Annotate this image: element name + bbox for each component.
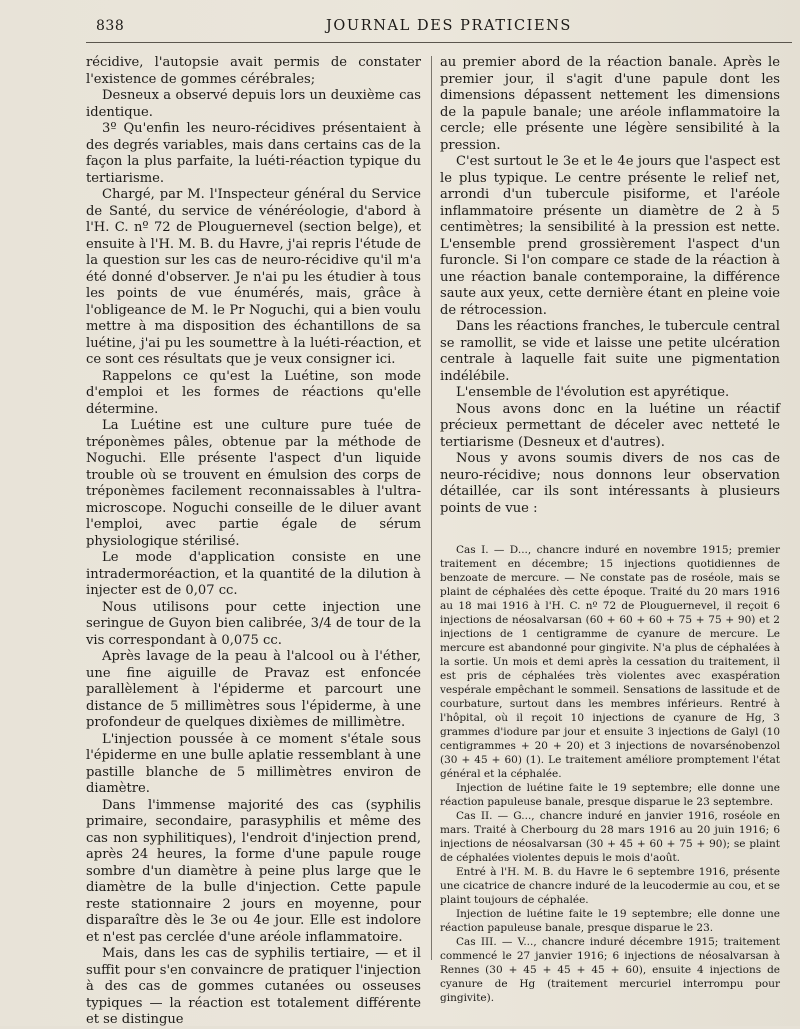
paragraph: récidive, l'autopsie avait permis de constater l'existence de gommes cérébrales;: [86, 55, 421, 87]
case-report: Cas II. — G..., chancre induré en janvier 1916, roséole en mars. Traité à Cherbourg du 28 mars 1916 au 20 juin 1916; 6 injections de néosalvarsan (30 + 45 + 60 + 75 + 90); se plaint de céphalées violentes depuis le mois d'août.: [440, 810, 780, 864]
paragraph: Desneux a observé depuis lors un deuxième cas identique.: [86, 88, 421, 120]
case-report: Cas III. — V..., chancre induré décembre 1915; traitement commencé le 27 janvier 1916; 6 injections de néosalvarsan à Rennes (30 + 45 + 45 + 45 + 60), ensuite 4 injections de cyanure de Hg (traitement mercuriel interrompu pour gingivite).: [440, 936, 780, 1004]
paragraph: au premier abord de la réaction banale. Après le premier jour, il s'agit d'une papule dont les dimensions dépassent nettement les dimensions de la papule banale; une aréole inflammatoire la cercle; elle présente une légère sensibilité à la pression.: [440, 55, 780, 153]
paragraph: Nous avons donc en la luétine un réactif précieux permettant de déceler avec netteté le tertiarisme (Desneux et d'autres).: [440, 401, 780, 450]
paragraph: L'injection poussée à ce moment s'étale sous l'épiderme en une bulle aplatie ressemblant à une pastille blanche de 5 millimètres environ de diamètre.: [86, 731, 421, 796]
page-header: [86, 18, 786, 40]
journal-title: JOURNAL DES PRATICIENS: [326, 18, 572, 34]
paragraph: 3º Qu'enfin les neuro-récidives présentaient à des degrés variables, mais dans certains cas de la façon la plus parfaite, la luéti-réaction typique du tertiarisme.: [86, 121, 421, 186]
paragraph: Après lavage de la peau à l'alcool ou à l'éther, une fine aiguille de Pravaz est enfoncée parallèlement à l'épiderme et parcourt une distance de 5 millimètres sous l'épiderme, à une profondeur de quelques dixièmes de millimètre.: [86, 649, 421, 730]
paragraph: Mais, dans les cas de syphilis tertiaire, — et il suffit pour s'en convaincre de pratiquer l'injection à des cas de gommes cutanées ou osseuses typiques — la réaction est totalement différente et se distingue: [86, 946, 421, 1027]
paragraph: Dans l'immense majorité des cas (syphilis primaire, secondaire, parasyphilis et même des cas non syphilitiques), l'endroit d'injection prend, après 24 heures, la forme d'une papule rouge sombre d'un diamètre à peine plus large que le diamètre de la bulle d'injection. Cette papule reste stationnaire 2 jours en moyenne, pour disparaître dès le 3e ou 4e jour. Elle est indolore et n'est pas cerclée d'une aréole inflammatoire.: [86, 797, 421, 945]
paragraph: La Luétine est une culture pure tuée de tréponèmes pâles, obtenue par la méthode de Noguchi. Elle présente l'aspect d'un liquide trouble où se trouvent en émulsion des corps de tréponèmes facilement reconnaissables à l'ultra-microscope. Noguchi conseille de le diluer avant l'emploi, avec partie égale de sérum physiologique stérilisé.: [86, 418, 421, 549]
right-column: [440, 55, 780, 1004]
case-report: Entré à l'H. M. B. du Havre le 6 septembre 1916, présente une cicatrice de chancre induré de la leucodermie au cou, et se plaint toujours de céphalée.: [440, 866, 780, 906]
case-report: Injection de luétine faite le 19 septembre; elle donne une réaction papuleuse banale, presque disparue le 23 septembre.: [440, 782, 780, 808]
paragraph: L'ensemble de l'évolution est apyrétique.: [456, 385, 730, 400]
case-report: Cas I. — D..., chancre induré en novembre 1915; premier traitement en décembre; 15 injections quotidiennes de benzoate de mercure. — Ne constate pas de roséole, mais se plaint de céphalées dès cette époque. Traité du 20 mars 1916 au 18 mai 1916 à l'H. C. nº 72 de Plouguernevel, il reçoit 6 injections de néosalvarsan (60 + 60 + 60 + 75 + 75 + 90) et 2 injections de 1 centigramme de cyanure de mercure. Le mercure est abandonné pour gingivite. N'a plus de céphalées à la sortie. Un mois et demi après la cessation du traitement, il est pris de céphalées très violentes avec exaspération vespérale empêchant le sommeil. Sensations de lassitude et de courbature, surtout dans les membres inférieurs. Rentré à l'hôpital, où il reçoit 10 injections de cyanure de Hg, 3 grammes d'iodure par jour et ensuite 3 injections de Galyl (10 centigrammes + 20 + 20) et 3 injections de novarsénobenzol (30 + 45 + 60) (1). Le traitement améliore promptement l'état général et la céphalée.: [440, 544, 780, 780]
paragraph: Nous y avons soumis divers de nos cas de neuro-récidive; nous donnons leur observation détaillée, car ils sont intéressants à plusieurs points de vue :: [440, 451, 780, 516]
page-number: 838: [96, 18, 125, 34]
paragraph: Chargé, par M. l'Inspecteur général du Service de Santé, du service de vénéréologie, d'abord à l'H. C. nº 72 de Plouguernevel (section belge), et ensuite à l'H. M. B. du Havre, j'ai repris l'étude de la question sur les cas de neuro-récidive qu'il m'a été donné d'observer. Je n'ai pu les étudier à tous les points de vue énumérés, mais, grâce à l'obligeance de M. le Pr Noguchi, qui a bien voulu mettre à ma disposition des échantillons de sa luétine, j'ai pu les soumettre à la luéti-réaction, et ce sont ces résultats que je veux consigner ici.: [86, 187, 421, 367]
left-column: [86, 55, 421, 1027]
case-report: Injection de luétine faite le 19 septembre; elle donne une réaction papuleuse banale, presque disparue le 23.: [440, 908, 780, 934]
paragraph: Dans les réactions franches, le tubercule central se ramollit, se vide et laisse une petite ulcération centrale à laquelle fait suite une pigmentation indélébile.: [440, 319, 780, 384]
paragraph: Le mode d'application consiste en une intradermoréaction, et la quantité de la dilution à injecter est de 0,07 cc.: [86, 550, 421, 598]
paragraph: Nous utilisons pour cette injection une seringue de Guyon bien calibrée, 3/4 de tour de la vis correspondant à 0,075 cc.: [86, 599, 421, 648]
paragraph: Rappelons ce qu'est la Luétine, son mode d'emploi et les formes de réactions qu'elle détermine.: [86, 368, 421, 417]
column-divider: [431, 56, 432, 960]
paragraph: C'est surtout le 3e et le 4e jours que l'aspect est le plus typique. Le centre présente le relief net, arrondi d'un tubercule pisiforme, et l'aréole inflammatoire présente un diamètre de 2 à 5 centimètres; la sensibilité à la pression est nette. L'ensemble prend grossièrement l'aspect d'un furoncle. Si l'on compare ce stade de la réaction à une réaction banale contemporaine, la différence saute aux yeux, cette dernière étant en pleine voie de rétrocession.: [440, 154, 780, 318]
header-rule: [86, 42, 792, 43]
case-reports: [440, 543, 780, 1005]
